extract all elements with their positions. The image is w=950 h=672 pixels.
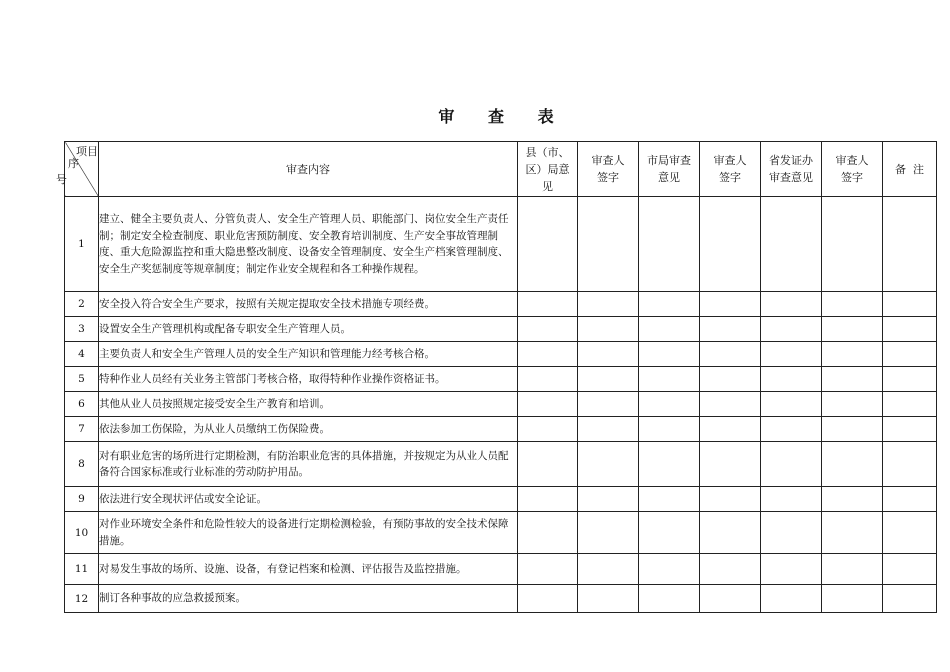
signature-cell-2[interactable] <box>700 292 761 317</box>
signature-cell-1[interactable] <box>578 442 639 487</box>
signature-cell-1[interactable] <box>578 292 639 317</box>
signature-cell-3[interactable] <box>822 317 883 342</box>
province-opinion-cell[interactable] <box>761 367 822 392</box>
remarks-cell[interactable] <box>883 292 937 317</box>
table-row <box>65 585 937 613</box>
signature-cell-2[interactable] <box>700 392 761 417</box>
remarks-cell[interactable] <box>883 512 937 554</box>
signature-header-3: 审查人签字 <box>822 142 883 197</box>
signature-cell-3[interactable] <box>822 392 883 417</box>
city-opinion-cell[interactable] <box>639 487 700 512</box>
city-opinion-cell[interactable] <box>639 554 700 585</box>
county-opinion-cell[interactable] <box>518 392 578 417</box>
row-number: 12 <box>65 585 99 613</box>
signature-header-2: 审查人签字 <box>700 142 761 197</box>
signature-cell-1[interactable] <box>578 197 639 292</box>
signature-cell-2[interactable] <box>700 342 761 367</box>
signature-cell-3[interactable] <box>822 197 883 292</box>
county-opinion-cell[interactable] <box>518 442 578 487</box>
review-item-text: 安全投入符合安全生产要求，按照有关规定提取安全技术措施专项经费。 <box>99 292 518 317</box>
county-opinion-cell[interactable] <box>518 487 578 512</box>
county-opinion-cell[interactable] <box>518 554 578 585</box>
city-opinion-cell[interactable] <box>639 292 700 317</box>
row-number: 11 <box>65 554 99 585</box>
row-number: 6 <box>65 392 99 417</box>
row-number: 4 <box>65 342 99 367</box>
city-opinion-cell[interactable] <box>639 317 700 342</box>
signature-cell-1[interactable] <box>578 317 639 342</box>
signature-cell-2[interactable] <box>700 417 761 442</box>
table-row <box>65 442 937 487</box>
table-row <box>65 292 937 317</box>
review-item-text: 建立、健全主要负责人、分管负责人、安全生产管理人员、职能部门、岗位安全生产责任制；制定安全检查制度、职业危害预防制度、安全教育培训制度、生产安全事故管理制度、重大危险源监控和重大隐患整改制度、设备安全管理制度、安全生产档案管理制度、安全生产奖惩制度等规章制度；制定作业安全规程和各工种操作规程。 <box>99 197 518 292</box>
item-header-label: 项目 <box>76 145 98 158</box>
content-header: 审查内容 <box>99 142 518 197</box>
review-item-text: 依法进行安全现状评估或安全论证。 <box>99 487 518 512</box>
review-item-text: 特种作业人员经有关业务主管部门考核合格，取得特种作业操作资格证书。 <box>99 367 518 392</box>
signature-cell-1[interactable] <box>578 554 639 585</box>
review-item-text: 制订各种事故的应急救援预案。 <box>99 585 518 613</box>
city-opinion-header: 市局审查意见 <box>639 142 700 197</box>
header-row <box>65 142 937 197</box>
province-opinion-cell[interactable] <box>761 554 822 585</box>
row-number: 3 <box>65 317 99 342</box>
county-opinion-cell[interactable] <box>518 512 578 554</box>
signature-header-1: 审查人签字 <box>578 142 639 197</box>
review-item-text: 对有职业危害的场所进行定期检测，有防治职业危害的具体措施，并按规定为从业人员配备符合国家标准或行业标准的劳动防护用品。 <box>99 442 518 487</box>
signature-cell-3[interactable] <box>822 342 883 367</box>
remarks-cell[interactable] <box>883 487 937 512</box>
table-row <box>65 342 937 367</box>
signature-cell-3[interactable] <box>822 417 883 442</box>
city-opinion-cell[interactable] <box>639 512 700 554</box>
county-opinion-cell[interactable] <box>518 417 578 442</box>
signature-cell-1[interactable] <box>578 392 639 417</box>
remarks-cell[interactable] <box>883 442 937 487</box>
row-number: 7 <box>65 417 99 442</box>
city-opinion-cell[interactable] <box>639 417 700 442</box>
county-opinion-header: 县（市、区）局意见 <box>518 142 578 197</box>
remarks-cell[interactable] <box>883 392 937 417</box>
province-opinion-cell[interactable] <box>761 585 822 613</box>
table-row <box>65 554 937 585</box>
signature-cell-2[interactable] <box>700 585 761 613</box>
province-opinion-cell[interactable] <box>761 442 822 487</box>
signature-cell-1[interactable] <box>578 342 639 367</box>
table-row <box>65 197 937 292</box>
signature-cell-3[interactable] <box>822 367 883 392</box>
remarks-cell[interactable] <box>883 554 937 585</box>
province-opinion-cell[interactable] <box>761 197 822 292</box>
row-number: 2 <box>65 292 99 317</box>
number-header-label: 号 <box>56 173 67 186</box>
signature-cell-1[interactable] <box>578 487 639 512</box>
city-opinion-cell[interactable] <box>639 342 700 367</box>
province-opinion-cell[interactable] <box>761 292 822 317</box>
city-opinion-cell[interactable] <box>639 197 700 292</box>
city-opinion-cell[interactable] <box>639 442 700 487</box>
table-row <box>65 317 937 342</box>
city-opinion-cell[interactable] <box>639 367 700 392</box>
table-row <box>65 392 937 417</box>
signature-cell-1[interactable] <box>578 512 639 554</box>
remarks-header: 备 注 <box>883 142 937 197</box>
table-row <box>65 367 937 392</box>
row-number: 9 <box>65 487 99 512</box>
table-row <box>65 417 937 442</box>
city-opinion-cell[interactable] <box>639 585 700 613</box>
province-opinion-cell[interactable] <box>761 417 822 442</box>
remarks-cell[interactable] <box>883 342 937 367</box>
county-opinion-cell[interactable] <box>518 197 578 292</box>
row-number: 10 <box>65 512 99 554</box>
signature-cell-3[interactable] <box>822 554 883 585</box>
signature-cell-3[interactable] <box>822 585 883 613</box>
signature-cell-2[interactable] <box>700 554 761 585</box>
remarks-cell[interactable] <box>883 585 937 613</box>
province-opinion-header: 省发证办审查意见 <box>761 142 822 197</box>
signature-cell-2[interactable] <box>700 442 761 487</box>
county-opinion-cell[interactable] <box>518 292 578 317</box>
review-table-body <box>65 197 937 613</box>
row-number: 1 <box>65 197 99 292</box>
table-row <box>65 512 937 554</box>
province-opinion-cell[interactable] <box>761 317 822 342</box>
signature-cell-2[interactable] <box>700 487 761 512</box>
city-opinion-cell[interactable] <box>639 392 700 417</box>
signature-cell-3[interactable] <box>822 292 883 317</box>
county-opinion-cell[interactable] <box>518 342 578 367</box>
table-row <box>65 487 937 512</box>
signature-cell-3[interactable] <box>822 487 883 512</box>
signature-cell-2[interactable] <box>700 197 761 292</box>
review-item-text: 对易发生事故的场所、设施、设备，有登记档案和检测、评估报告及监控措施。 <box>99 554 518 585</box>
province-opinion-cell[interactable] <box>761 512 822 554</box>
province-opinion-cell[interactable] <box>761 342 822 367</box>
county-opinion-cell[interactable] <box>518 585 578 613</box>
county-opinion-cell[interactable] <box>518 317 578 342</box>
signature-cell-2[interactable] <box>700 317 761 342</box>
signature-cell-2[interactable] <box>700 512 761 554</box>
review-item-text: 对作业环境安全条件和危险性较大的设备进行定期检测检验，有预防事故的安全技术保障措施。 <box>99 512 518 554</box>
review-table <box>56 141 937 613</box>
province-opinion-cell[interactable] <box>761 392 822 417</box>
review-item-text: 依法参加工伤保险，为从业人员缴纳工伤保险费。 <box>99 417 518 442</box>
row-number: 5 <box>65 367 99 392</box>
signature-cell-3[interactable] <box>822 442 883 487</box>
province-opinion-cell[interactable] <box>761 487 822 512</box>
row-number: 8 <box>65 442 99 487</box>
remarks-cell[interactable] <box>883 417 937 442</box>
remarks-cell[interactable] <box>883 317 937 342</box>
review-item-text: 设置安全生产管理机构或配备专职安全生产管理人员。 <box>99 317 518 342</box>
item-number-header <box>56 142 99 197</box>
signature-cell-1[interactable] <box>578 417 639 442</box>
signature-cell-1[interactable] <box>578 367 639 392</box>
review-item-text: 其他从业人员按照规定接受安全生产教育和培训。 <box>99 392 518 417</box>
county-opinion-cell[interactable] <box>518 367 578 392</box>
signature-cell-1[interactable] <box>578 585 639 613</box>
signature-cell-3[interactable] <box>822 512 883 554</box>
remarks-cell[interactable] <box>883 197 937 292</box>
remarks-cell[interactable] <box>883 367 937 392</box>
serial-header-label: 序 <box>68 157 79 170</box>
signature-cell-2[interactable] <box>700 367 761 392</box>
review-item-text: 主要负责人和安全生产管理人员的安全生产知识和管理能力经考核合格。 <box>99 342 518 367</box>
page-title: 审 查 表 <box>438 107 568 126</box>
